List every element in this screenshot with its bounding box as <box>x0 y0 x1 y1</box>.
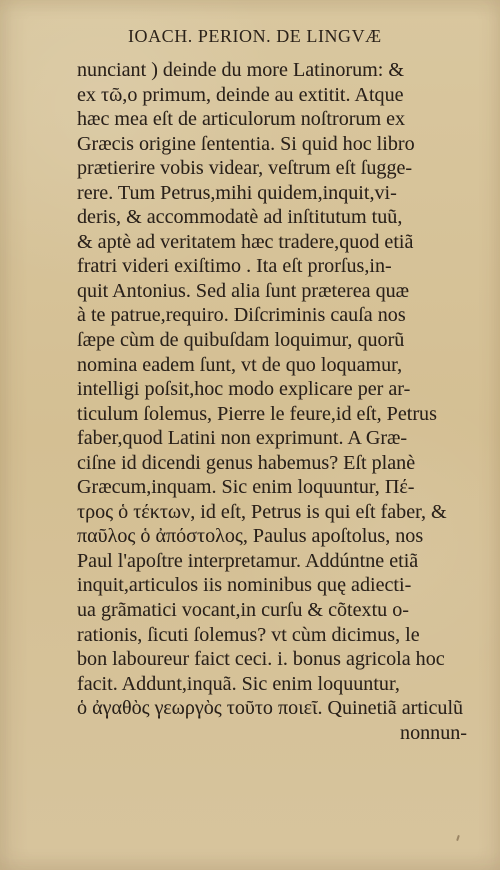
text-line-12: ſæpe cùm de quibuſdam loquimur, quorũ <box>77 329 405 352</box>
text-line-16: faber,quod Latini non exprimunt. A Græ- <box>77 427 408 450</box>
text-line-11: à te patrue,requiro. Diſcriminis cauſa nos <box>77 304 406 327</box>
text-line-22: inquit,articulos iis nominibus quę adiecti- <box>77 574 412 597</box>
text-line-4: Græcis origine ſententia. Si quid hoc libro <box>77 132 415 155</box>
text-line-14: intelligi poſsit,hoc modo explicare per ar- <box>77 378 411 401</box>
running-header: IOACH. PERION. DE LINGVÆ <box>128 26 382 46</box>
text-line-21: Paul l'apoſtre interpretamur. Addúntne etiã <box>77 549 419 572</box>
text-line-5: prætierire vobis videar, veſtrum eſt ſugge- <box>77 157 413 180</box>
text-line-17: ciſne id dicendi genus habemus? Eſt planè <box>77 451 416 474</box>
text-line-13: nomina eadem ſunt, vt de quo loquamur, <box>77 353 403 376</box>
text-line-3: hæc mea eſt de articulorum noſtrorum ex <box>77 108 406 131</box>
text-line-6: rere. Tum Petrus,mihi quidem,inquit,vi- <box>77 181 397 204</box>
text-line-19: τρος ὁ τέκτων, id eſt, Petrus is qui eſt faber, & <box>77 500 447 523</box>
text-line-23: ua grãmatici vocant,in curſu & cõtextu o- <box>77 599 409 622</box>
text-line-2: ex τῶ,o primum, deinde au extitit. Atque <box>77 83 404 106</box>
text-line-28: nonnun- <box>400 721 467 744</box>
text-line-27: ὁ ἀγαθὸς γεωργὸς τοῦτο ποιεῖ. Quinetiã articulũ <box>77 697 464 720</box>
text-line-7: deris, & accommodatè ad inſtitutum tuũ, <box>77 206 403 229</box>
text-line-9: fratri videri exiſtimo . Ita eſt prorſus,in- <box>77 255 392 278</box>
text-line-24: rationis, ſicuti ſolemus? vt cùm dicimus, le <box>77 623 420 646</box>
text-line-10: quit Antonius. Sed alia ſunt præterea quæ <box>77 279 410 302</box>
text-line-20: παῦλος ὁ ἀπόστολος, Paulus apoſtolus, nos <box>77 525 424 548</box>
main-text <box>77 58 467 745</box>
paper-speck <box>456 835 460 841</box>
text-line-1: nunciant ) deinde du more Latinorum: & <box>77 59 404 81</box>
text-line-8: & aptè ad veritatem hæc tradere,quod etiã <box>77 230 414 253</box>
text-line-15: ticulum ſolemus, Pierre le feure,id eſt, Petrus <box>77 402 437 425</box>
text-line-18: Græcum,inquam. Sic enim loquuntur, Πέ- <box>77 476 415 499</box>
text-line-25: bon laboureur faict ceci. i. bonus agricola hoc <box>77 648 445 671</box>
text-line-26: facit. Addunt,inquã. Sic enim loquuntur, <box>77 672 400 695</box>
